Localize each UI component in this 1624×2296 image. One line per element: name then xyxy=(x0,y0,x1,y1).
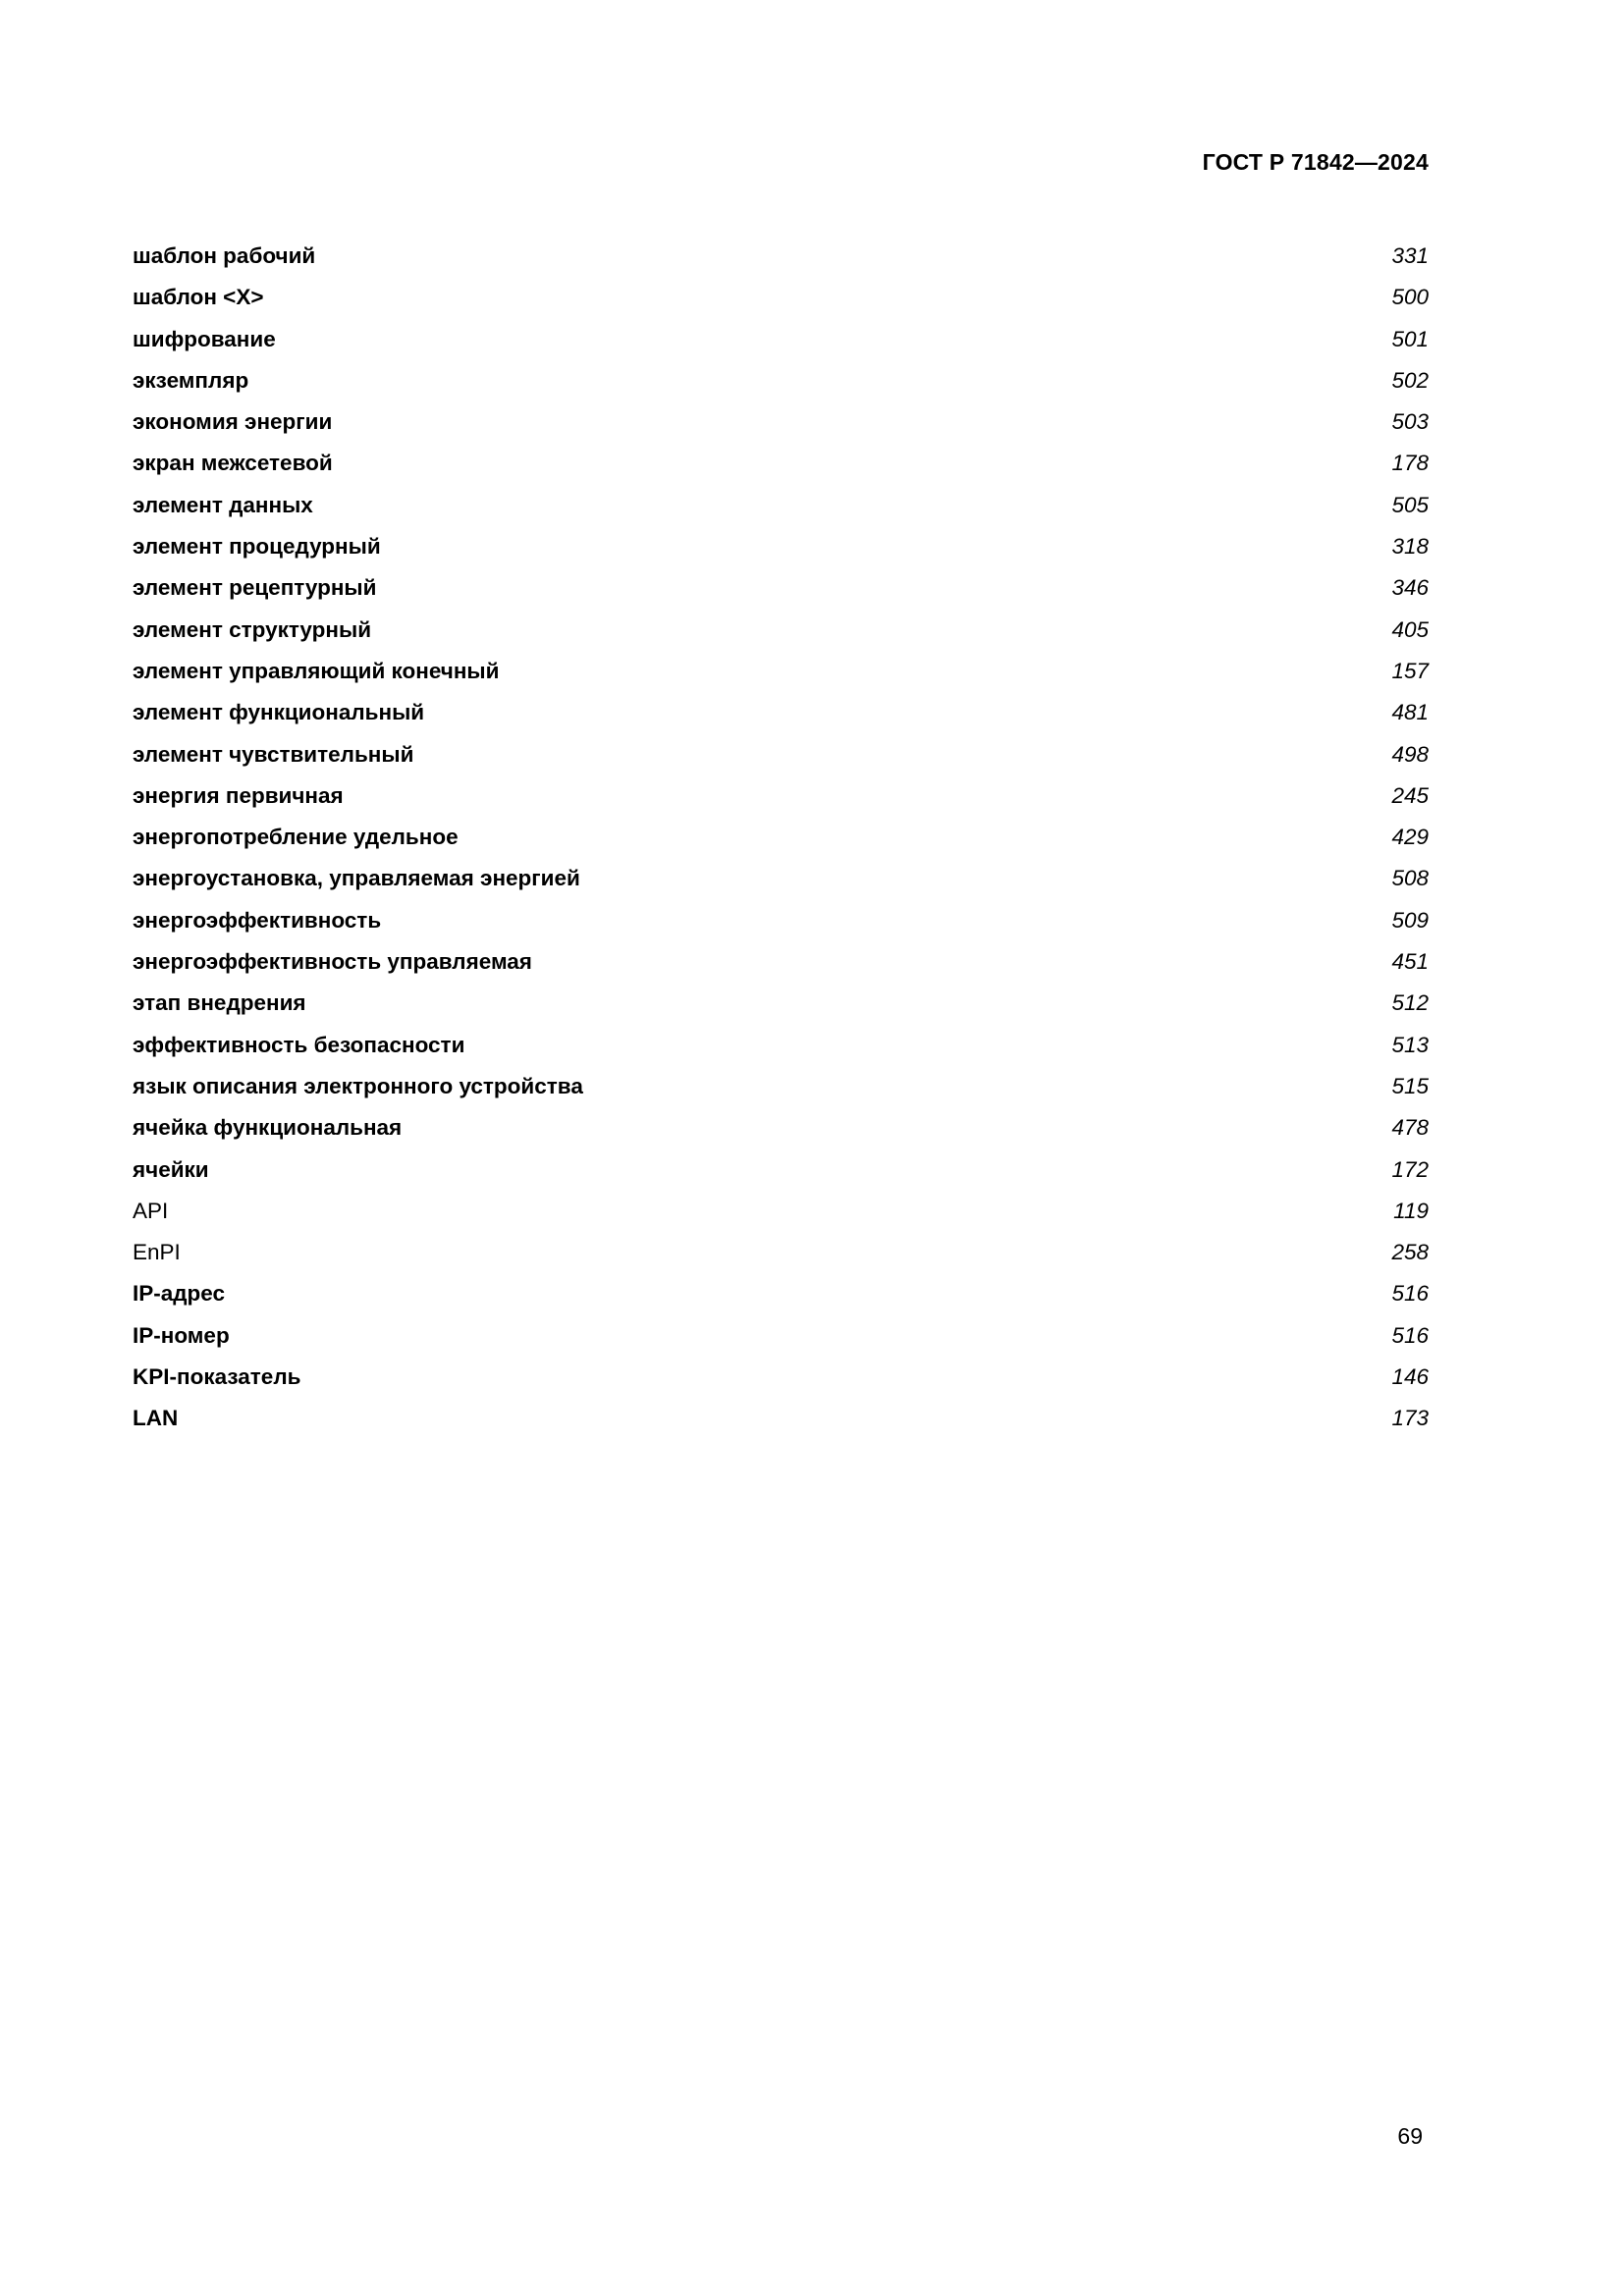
index-entry xyxy=(133,1025,1429,1066)
index-entry xyxy=(133,1191,1429,1232)
index-term: API xyxy=(133,1198,169,1223)
index-term: язык описания электронного устройства xyxy=(133,1073,583,1098)
index-entry xyxy=(133,443,1429,484)
index-page-number: 503 xyxy=(1391,409,1429,435)
index-page-number: 516 xyxy=(1391,1322,1429,1348)
index-page-number: 502 xyxy=(1391,367,1429,393)
index-entry xyxy=(133,941,1429,983)
index-page-number: 331 xyxy=(1391,243,1429,268)
index-page-number: 146 xyxy=(1391,1364,1429,1390)
index-entry xyxy=(133,1398,1429,1439)
index-page-number: 481 xyxy=(1391,700,1429,725)
index-page-number: 451 xyxy=(1391,949,1429,975)
index-term: шаблон рабочий xyxy=(133,243,316,268)
index-term: энергоэффективность xyxy=(133,907,382,933)
index-entry xyxy=(133,692,1429,733)
index-term: IP-адрес xyxy=(133,1281,226,1307)
index-entry xyxy=(133,360,1429,401)
index-page-number: 501 xyxy=(1391,326,1429,351)
index-entry xyxy=(133,1107,1429,1148)
index-term: KPI-показатель xyxy=(133,1364,301,1390)
index-term: шаблон <X> xyxy=(133,285,264,310)
index-page-number: 509 xyxy=(1391,907,1429,933)
index-entry xyxy=(133,983,1429,1024)
index-term: экран межсетевой xyxy=(133,451,333,476)
index-term: энергия первичная xyxy=(133,782,344,808)
index-entry xyxy=(133,817,1429,858)
index-term: элемент рецептурный xyxy=(133,575,377,601)
index-entry xyxy=(133,775,1429,817)
index-page-number: 478 xyxy=(1391,1115,1429,1141)
index-page-number: 405 xyxy=(1391,616,1429,642)
index-entry xyxy=(133,567,1429,609)
index-term: энергоустановка, управляемая энергией xyxy=(133,866,580,891)
index-term: энергоэффективность управляемая xyxy=(133,949,532,975)
index-page-number: 512 xyxy=(1391,990,1429,1016)
index-page-number: 245 xyxy=(1391,782,1429,808)
index-entry xyxy=(133,485,1429,526)
index-term: элемент управляющий конечный xyxy=(133,658,500,683)
index-entry xyxy=(133,900,1429,941)
index-page-number: 513 xyxy=(1391,1032,1429,1057)
index-entry xyxy=(133,1357,1429,1398)
index-page-number: 346 xyxy=(1391,575,1429,601)
index-term: элемент данных xyxy=(133,492,313,517)
index-page-number: 173 xyxy=(1391,1406,1429,1431)
index-page-number: 119 xyxy=(1393,1198,1429,1223)
index-entry xyxy=(133,277,1429,318)
index-page-number: 172 xyxy=(1391,1156,1429,1182)
index-entry xyxy=(133,1232,1429,1273)
index-term: элемент чувствительный xyxy=(133,741,414,767)
document-number: ГОСТ Р 71842—2024 xyxy=(1202,149,1429,175)
index-entry xyxy=(133,858,1429,899)
index-term: шифрование xyxy=(133,326,276,351)
index-entry xyxy=(133,236,1429,277)
index-entry xyxy=(133,1066,1429,1107)
index-page-number: 516 xyxy=(1391,1281,1429,1307)
index-term: ячейки xyxy=(133,1156,209,1182)
footer-page-number: 69 xyxy=(1397,2123,1423,2149)
index-page-number: 500 xyxy=(1391,285,1429,310)
index-term: этап внедрения xyxy=(133,990,306,1016)
index-entry xyxy=(133,526,1429,567)
index-entry xyxy=(133,651,1429,692)
index-entry xyxy=(133,319,1429,360)
index-term: IP-номер xyxy=(133,1322,230,1348)
index-page-number: 515 xyxy=(1391,1073,1429,1098)
index-term: элемент функциональный xyxy=(133,700,425,725)
index-entry xyxy=(133,610,1429,651)
index-term: элемент структурный xyxy=(133,616,372,642)
index-entry xyxy=(133,1273,1429,1314)
index-page-number: 318 xyxy=(1391,534,1429,560)
index-entry xyxy=(133,401,1429,443)
index-page-number: 508 xyxy=(1391,866,1429,891)
index-page-number: 258 xyxy=(1391,1240,1429,1265)
index-list xyxy=(133,236,1429,1440)
index-term: EnPI xyxy=(133,1240,181,1265)
index-page-number: 505 xyxy=(1391,492,1429,517)
index-term: ячейка функциональная xyxy=(133,1115,403,1141)
index-page-number: 178 xyxy=(1391,451,1429,476)
index-page-number: 429 xyxy=(1391,825,1429,850)
index-term: экономия энергии xyxy=(133,409,333,435)
index-term: элемент процедурный xyxy=(133,534,381,560)
index-page-number: 157 xyxy=(1391,658,1429,683)
index-term: экземпляр xyxy=(133,367,249,393)
index-entry xyxy=(133,734,1429,775)
index-term: LAN xyxy=(133,1406,179,1431)
index-page-number: 498 xyxy=(1391,741,1429,767)
index-term: энергопотребление удельное xyxy=(133,825,459,850)
index-term: эффективность безопасности xyxy=(133,1032,465,1057)
index-entry xyxy=(133,1315,1429,1357)
index-entry xyxy=(133,1149,1429,1191)
